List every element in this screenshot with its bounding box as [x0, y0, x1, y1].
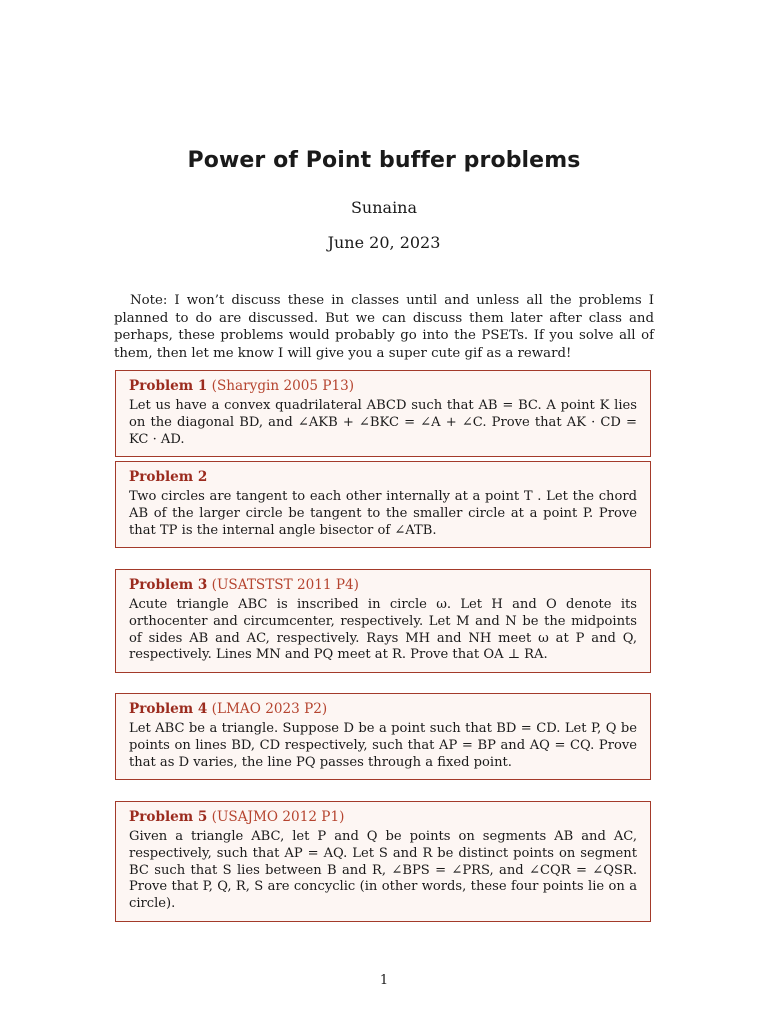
problem-label: Problem 2: [129, 469, 208, 485]
problem-box-2: [115, 461, 651, 548]
problem-source: (Sharygin 2005 P13): [211, 378, 355, 394]
problem-label: Problem 4: [129, 701, 208, 717]
problem-text: Given a triangle ABC, let P and Q be points on segments AB and AC, respectively, such that AP = AQ. Let S and R be distinct points on segment BC such that S lies between B and R, ∠BPS = ∠PRS, and ∠CQR = ∠QSR. Prove that P, Q, R, S are concyclic (in other words, these four points lie on a circle).: [129, 829, 637, 912]
problem-heading: [129, 808, 637, 826]
problem-box-4: [115, 693, 651, 780]
document-title: Power of Point buffer problems: [187, 148, 581, 173]
problem-text: Two circles are tangent to each other internally at a point T . Let the chord AB of the larger circle be tangent to the smaller circle at a point P. Prove that TP is the internal angle bisector of ∠ATB.: [129, 489, 637, 538]
author: Sunaina: [350, 198, 418, 217]
problem-heading: [129, 377, 637, 395]
problem-box-3: [115, 569, 651, 673]
problem-box-1: [115, 370, 651, 457]
problem-text: Let ABC be a triangle. Suppose D be a point such that BD = CD. Let P, Q be points on lines BD, CD respectively, such that AP = BP and AQ = CQ. Prove that as D varies, the line PQ passes through a fixed point.: [129, 721, 637, 770]
problem-source: (LMAO 2023 P2): [211, 701, 328, 717]
problem-source: (USATSTST 2011 P4): [211, 577, 359, 593]
problem-source: (USAJMO 2012 P1): [211, 809, 345, 825]
problem-text: Acute triangle ABC is inscribed in circle ω. Let H and O denote its orthocenter and circumcenter, respectively. Let M and N be the midpoints of sides AB and AC, respectively. Rays MH and NH meet ω at P and Q, respectively. Lines MN and PQ meet at R. Prove that OA ⊥ RA.: [129, 597, 637, 663]
problem-heading: [129, 468, 637, 486]
problem-box-5: [115, 801, 651, 922]
problem-label: Problem 5: [129, 809, 208, 825]
problem-label: Problem 3: [129, 577, 208, 593]
note-paragraph: Note: I won’t discuss these in classes until and unless all the problems I planned to do are discussed. But we can discuss them later after class and perhaps, these problems would probably go into the PSETs. If you solve all of them, then let me know I will give you a super cute gif as a reward!: [114, 293, 654, 361]
date: June 20, 2023: [327, 233, 441, 252]
problem-heading: [129, 700, 637, 718]
problem-label: Problem 1: [129, 378, 208, 394]
problem-text: Let us have a convex quadrilateral ABCD such that AB = BC. A point K lies on the diagonal BD, and ∠AKB + ∠BKC = ∠A + ∠C. Prove that AK · CD = KC · AD.: [129, 398, 637, 447]
page-number: 1: [379, 973, 389, 988]
problem-heading: [129, 576, 637, 594]
